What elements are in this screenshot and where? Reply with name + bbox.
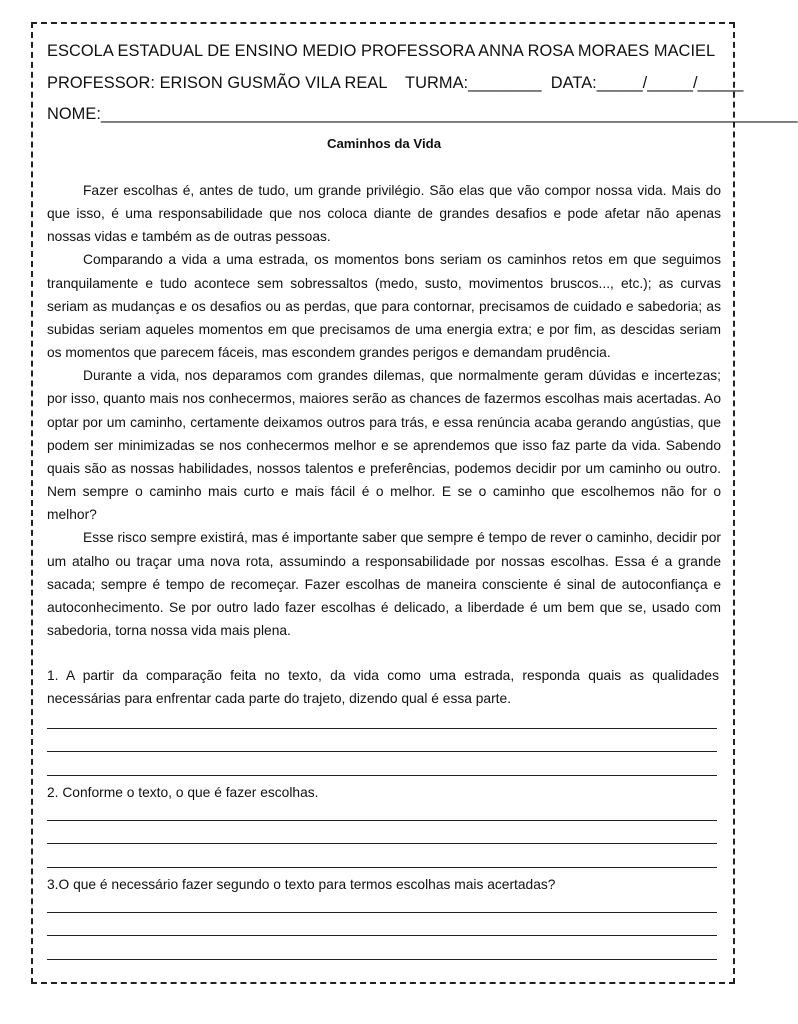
question-2: 2. Conforme o texto, o que é fazer escolhas. (47, 785, 319, 800)
paragraph: Fazer escolhas é, antes de tudo, um grande privilégio. São elas que vão compor nossa vida. Mais do que isso, é uma responsabilidade que nos coloca diante de grandes desafios e pode afetar não apenas nossas vidas e também as de outras pessoas. (47, 183, 721, 245)
text-title: Caminhos da Vida (326, 136, 442, 151)
school-name: ESCOLA ESTADUAL DE ENSINO MEDIO PROFESSORA ANNA ROSA MORAES MACIEL (47, 42, 716, 60)
answer-line[interactable] (47, 912, 717, 913)
answer-line[interactable] (47, 959, 717, 960)
answer-line[interactable] (47, 728, 717, 729)
professor-class-date-line: PROFESSOR: ERISON GUSMÃO VILA REAL TURMA:________ DATA:_____/_____/_____ (47, 74, 744, 92)
answer-line[interactable] (47, 935, 717, 936)
paragraph: Durante a vida, nos deparamos com grandes dilemas, que normalmente geram dúvidas e incertezas; por isso, quanto mais nos conhecermos, maiores serão as chances de fazermos escolhas mais acertadas. Ao optar por um caminho, certamente deixamos outros para trás, e essa renúncia acaba gerando angústias, que podem ser minimizadas se nos conhecermos melhor e se aprendemos que isso faz parte da vida. Sabendo quais são as nossas habilidades, nossos talentos e preferências, podemos decidir por um caminho ou outro. Nem sempre o caminho mais curto e mais fácil é o melhor. E se o caminho que escolhemos não for o melhor? (47, 368, 721, 523)
question-1: 1. A partir da comparação feita no texto, da vida como uma estrada, responda quais as qualidades necessárias para enfrentar cada parte do trajeto, dizendo qual é essa parte. (47, 668, 719, 707)
answer-line[interactable] (47, 867, 717, 868)
student-name-line: NOME:____________________________________________________________________________ (47, 105, 798, 123)
answer-line[interactable] (47, 820, 717, 821)
answer-line[interactable] (47, 775, 717, 776)
answer-line[interactable] (47, 751, 717, 752)
reading-text (47, 179, 721, 642)
paragraph: Comparando a vida a uma estrada, os momentos bons seriam os caminhos retos em que seguimos tranquilamente e tudo acontece sem sobressaltos (medo, susto, movimentos bruscos..., etc.); as curvas seriam as mudanças e os desafios ou as perdas, que para contornar, precisamos de cuidado e sabedoria; as subidas seriam aqueles momentos em que precisamos de uma energia extra; e por fim, as descidas seriam os momentos que parecem fáceis, mas escondem grandes perigos e demandam prudência. (47, 252, 721, 361)
answer-line[interactable] (47, 843, 717, 844)
paragraph: Esse risco sempre existirá, mas é importante saber que sempre é tempo de rever o caminho, decidir por um atalho ou traçar uma nova rota, assumindo a responsabilidade por nossas escolhas. Essa é a grande sacada; sempre é tempo de recomeçar. Fazer escolhas de maneira consciente é sinal de autoconfiança e autoconhecimento. Se por outro lado fazer escolhas é delicado, a liberdade é um bem que se, usado com sabedoria, torna nossa vida mais plena. (47, 530, 722, 638)
question-3: 3.O que é necessário fazer segundo o texto para termos escolhas mais acertadas? (47, 877, 556, 892)
